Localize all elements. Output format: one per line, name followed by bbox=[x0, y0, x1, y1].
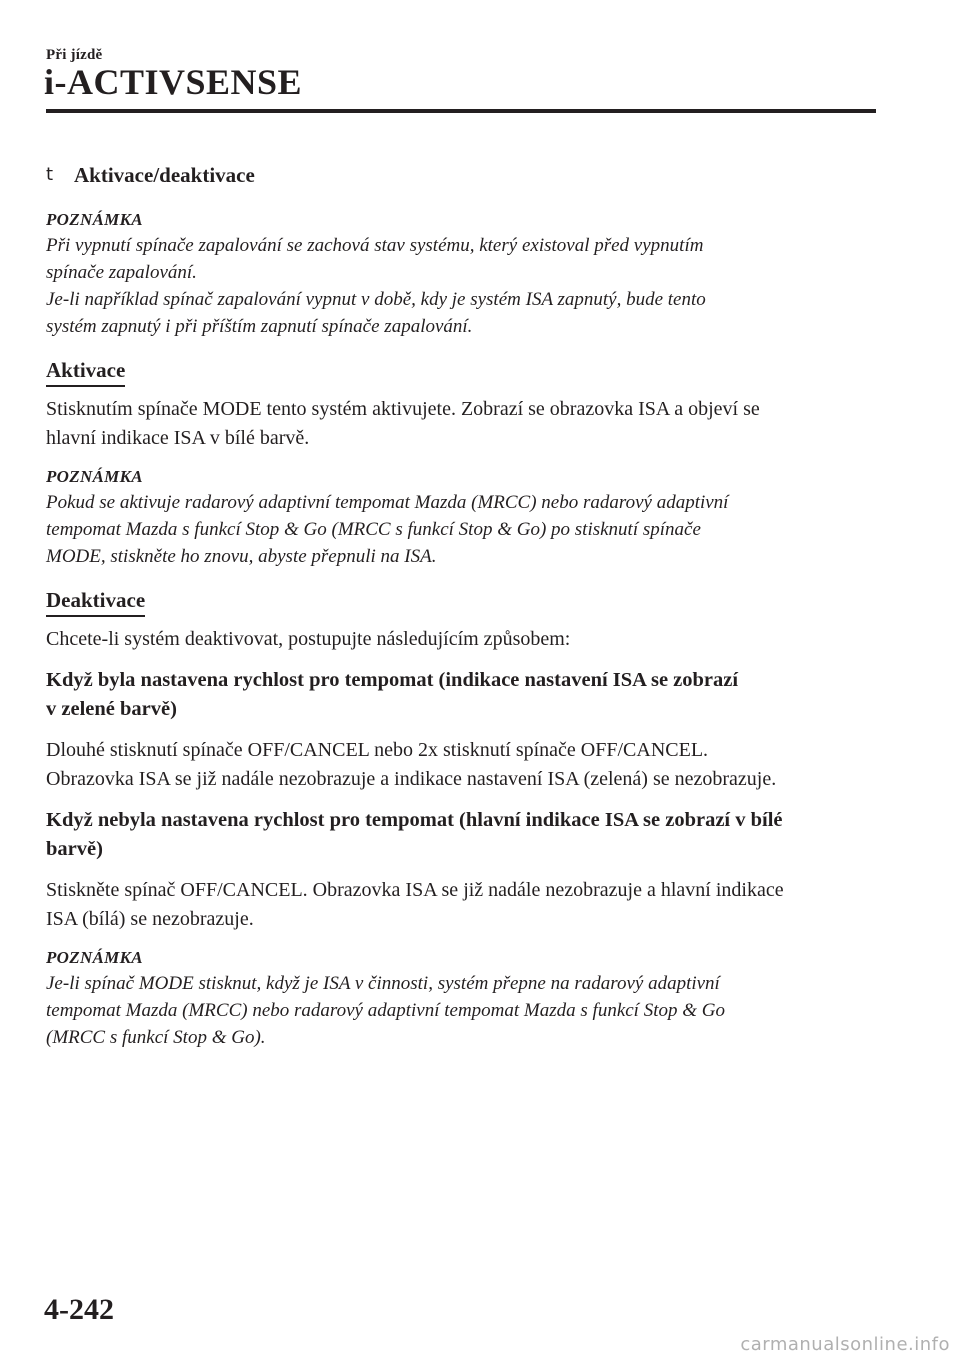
case-title-line: barvě) bbox=[46, 838, 103, 860]
case-title-line: Když byla nastavena rychlost pro tempomat (indikace nastavení ISA se zobrazí bbox=[46, 669, 739, 691]
paragraph-line: Obrazovka ISA se již nadále nezobrazuje a indikace nastavení ISA (zelená) se nezobrazuje. bbox=[46, 768, 777, 790]
note-mode-switch bbox=[46, 946, 886, 1051]
case-speed-not-set-text bbox=[46, 876, 886, 934]
note-label: POZNÁMKA bbox=[46, 467, 143, 486]
deactivation-intro bbox=[46, 625, 886, 654]
note-line: (MRCC s funkcí Stop & Go). bbox=[46, 1027, 266, 1048]
note-line: Je-li spínač MODE stisknut, když je ISA v činnosti, systém přepne na radarový adaptivní bbox=[46, 973, 720, 994]
note-line: tempomat Mazda s funkcí Stop & Go (MRCC s funkcí Stop & Go) po stisknutí spínače bbox=[46, 519, 701, 540]
activation-heading: Aktivace bbox=[46, 356, 125, 387]
note-label: POZNÁMKA bbox=[46, 948, 143, 967]
running-head: Při jízdě bbox=[46, 47, 103, 63]
note-ignition-state bbox=[46, 208, 886, 340]
case-speed-set-title bbox=[46, 666, 886, 724]
case-speed-not-set-title bbox=[46, 806, 886, 864]
note-label: POZNÁMKA bbox=[46, 210, 143, 229]
deactivation-heading: Deaktivace bbox=[46, 586, 145, 617]
case-speed-set-text bbox=[46, 736, 886, 794]
chapter-title: i-ACTIVSENSE bbox=[44, 62, 303, 102]
header-divider bbox=[46, 109, 876, 113]
paragraph-line: hlavní indikace ISA v bílé barvě. bbox=[46, 427, 310, 449]
paragraph-line: ISA (bílá) se nezobrazuje. bbox=[46, 908, 254, 930]
note-mrcc-mode bbox=[46, 465, 886, 570]
paragraph-line: Chcete-li systém deaktivovat, postupujte následujícím způsobem: bbox=[46, 628, 571, 650]
paragraph-line: Dlouhé stisknutí spínače OFF/CANCEL nebo 2x stisknutí spínače OFF/CANCEL. bbox=[46, 739, 709, 761]
paragraph-line: Stisknutím spínače MODE tento systém aktivujete. Zobrazí se obrazovka ISA a objeví se bbox=[46, 398, 760, 420]
case-title-line: Když nebyla nastavena rychlost pro tempomat (hlavní indikace ISA se zobrazí v bílé bbox=[46, 809, 783, 831]
section-heading bbox=[46, 160, 886, 190]
section-title: Aktivace/deaktivace bbox=[74, 163, 255, 187]
note-line: Je-li například spínač zapalování vypnut v době, kdy je systém ISA zapnutý, bude tento bbox=[46, 289, 706, 310]
note-line: tempomat Mazda (MRCC) nebo radarový adaptivní tempomat Mazda s funkcí Stop & Go bbox=[46, 1000, 725, 1021]
section-bullet-icon: t bbox=[46, 164, 54, 185]
note-line: Pokud se aktivuje radarový adaptivní tempomat Mazda (MRCC) nebo radarový adaptivní bbox=[46, 492, 729, 513]
paragraph-line: Stiskněte spínač OFF/CANCEL. Obrazovka ISA se již nadále nezobrazuje a hlavní indikace bbox=[46, 879, 784, 901]
note-line: MODE, stiskněte ho znovu, abyste přepnuli na ISA. bbox=[46, 546, 437, 567]
case-title-line: v zelené barvě) bbox=[46, 698, 177, 720]
watermark: carmanualsonline.info bbox=[740, 1334, 950, 1355]
note-line: systém zapnutý i při příštím zapnutí spínače zapalování. bbox=[46, 316, 473, 337]
note-line: spínače zapalování. bbox=[46, 262, 197, 283]
note-line: Při vypnutí spínače zapalování se zachová stav systému, který existoval před vypnutím bbox=[46, 235, 704, 256]
page-number: 4-242 bbox=[44, 1293, 114, 1326]
page-content bbox=[46, 160, 886, 1063]
activation-paragraph bbox=[46, 395, 886, 453]
